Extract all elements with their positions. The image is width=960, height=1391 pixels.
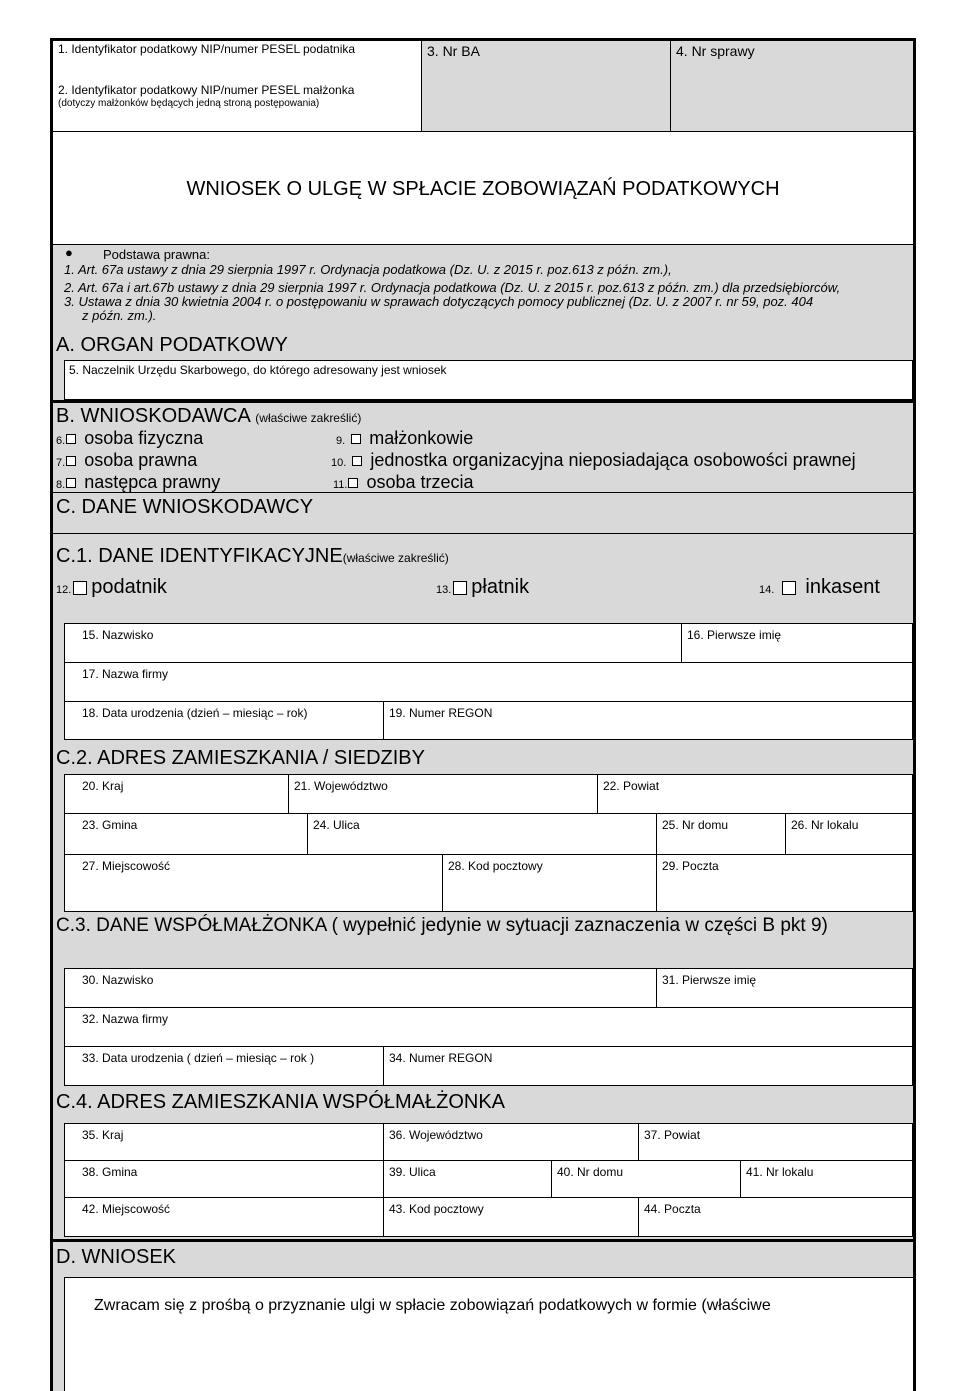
field-35-label: 35. Kraj: [82, 1128, 124, 1142]
option-label: następca prawny: [84, 472, 221, 492]
option-platnik[interactable]: [436, 577, 529, 600]
title-area: [53, 132, 913, 245]
option-podatnik[interactable]: [56, 577, 167, 600]
field-31-label: 31. Pierwsze imię: [662, 973, 757, 987]
checkbox-icon[interactable]: [66, 478, 76, 488]
field-5-label: 5. Naczelnik Urzędu Skarbowego, do którego adresowany jest wniosek: [69, 363, 447, 377]
divider: [53, 1239, 913, 1242]
checkbox-icon[interactable]: [73, 581, 87, 595]
checkbox-icon[interactable]: [348, 478, 358, 488]
field-21-wojewodztwo[interactable]: [288, 774, 598, 814]
option-label: osoba trzecia: [366, 472, 474, 492]
field-27-miejscowosc[interactable]: [64, 854, 443, 912]
section-b-title: [56, 405, 361, 429]
field-42-miejscowosc[interactable]: [64, 1197, 384, 1237]
field-38-gmina[interactable]: [64, 1160, 384, 1198]
field-25-label: 25. Nr domu: [662, 818, 729, 832]
section-d-title: D. WNIOSEK: [56, 1246, 177, 1268]
field-30-nazwisko[interactable]: [64, 968, 657, 1008]
section-c1-title: [56, 545, 449, 569]
field-40-label: 40. Nr domu: [557, 1165, 624, 1179]
field-15-label: 15. Nazwisko: [82, 628, 154, 642]
field-41-nr-lokalu[interactable]: [740, 1160, 913, 1198]
field-26-label: 26. Nr lokalu: [791, 818, 859, 832]
option-num: 11.: [333, 479, 348, 491]
field-34-label: 34. Numer REGON: [389, 1051, 493, 1065]
field-2-label: 2. Identyfikator podatkowy NIP/numer PESEL małżonka: [58, 83, 355, 97]
field-28-label: 28. Kod pocztowy: [448, 859, 543, 873]
checkbox-icon[interactable]: [352, 456, 362, 466]
option-num: 9.: [336, 435, 346, 447]
field-29-label: 29. Poczta: [662, 859, 719, 873]
section-c2-title: C.2. ADRES ZAMIESZKANIA / SIEDZIBY: [56, 747, 425, 769]
checkbox-icon[interactable]: [66, 434, 76, 444]
field-42-label: 42. Miejscowość: [82, 1202, 171, 1216]
section-a-title: A. ORGAN PODATKOWY: [56, 334, 288, 356]
field-19-regon[interactable]: [383, 701, 913, 740]
divider: [53, 533, 913, 534]
field-28-kod-pocztowy[interactable]: [442, 854, 657, 912]
field-4-nr-sprawy[interactable]: [670, 40, 914, 132]
field-26-nr-lokalu[interactable]: [785, 813, 913, 855]
option-label: osoba prawna: [84, 450, 198, 470]
checkbox-icon[interactable]: [782, 581, 796, 595]
field-25-nr-domu[interactable]: [656, 813, 786, 855]
section-b-note: (właściwe zakreślić): [255, 411, 362, 425]
field-30-label: 30. Nazwisko: [82, 973, 154, 987]
field-20-kraj[interactable]: [64, 774, 289, 814]
field-24-ulica[interactable]: [307, 813, 657, 855]
field-29-poczta[interactable]: [656, 854, 913, 912]
option-osoba-fizyczna[interactable]: [56, 428, 203, 451]
section-d-text: Zwracam się z prośbą o przyznanie ulgi w spłacie zobowiązań podatkowych w formie (właściwe: [94, 1297, 771, 1314]
field-41-label: 41. Nr lokalu: [746, 1165, 814, 1179]
field-27-label: 27. Miejscowość: [82, 859, 171, 873]
field-16-pierwsze-imie[interactable]: [681, 623, 913, 663]
field-3-nr-ba[interactable]: [421, 40, 671, 132]
field-33-label: 33. Data urodzenia ( dzień – miesiąc – rok ): [82, 1051, 315, 1065]
field-18-label: 18. Data urodzenia (dzień – miesiąc – rok): [82, 706, 308, 720]
field-22-powiat[interactable]: [597, 774, 913, 814]
page-title: WNIOSEK O ULGĘ W SPŁACIE ZOBOWIĄZAŃ PODATKOWYCH: [186, 178, 780, 200]
field-22-label: 22. Powiat: [603, 779, 660, 793]
legal-line-1: 1. Art. 67a ustawy z dnia 29 sierpnia 1997 r. Ordynacja podatkowa (Dz. U. z 2015 r. poz.613 z późn. zm.),: [64, 262, 672, 277]
legal-line-2: 2. Art. 67a i art.67b ustawy z dnia 29 sierpnia 1997 r. Ordynacja podatkowa (Dz. U. z 2015 r. poz.613 z późn. zm.) dla przedsiębiorców,: [64, 280, 841, 295]
option-label: inkasent: [805, 576, 880, 598]
option-num: 14.: [759, 584, 775, 596]
field-23-gmina[interactable]: [64, 813, 308, 855]
field-43-label: 43. Kod pocztowy: [389, 1202, 484, 1216]
field-36-label: 36. Województwo: [389, 1128, 483, 1142]
field-17-nazwa-firmy[interactable]: [64, 662, 913, 702]
field-17-label: 17. Nazwa firmy: [82, 667, 169, 681]
legal-line-4: z późn. zm.).: [82, 308, 157, 323]
field-3-label: 3. Nr BA: [427, 43, 480, 59]
option-label: płatnik: [471, 576, 530, 598]
field-43-kod-pocztowy[interactable]: [383, 1197, 639, 1237]
field-33-data-urodzenia[interactable]: [64, 1046, 384, 1086]
checkbox-icon[interactable]: [351, 434, 361, 444]
section-c1-title-text: C.1. DANE IDENTYFIKACYJNE: [56, 545, 343, 567]
field-19-label: 19. Numer REGON: [389, 706, 493, 720]
field-37-powiat[interactable]: [638, 1123, 913, 1161]
field-24-label: 24. Ulica: [313, 818, 360, 832]
field-1-nip-pesel[interactable]: [52, 40, 422, 132]
field-31-pierwsze-imie[interactable]: [656, 968, 913, 1008]
option-osoba-prawna[interactable]: [56, 450, 197, 473]
section-b-title-text: B. WNIOSKODAWCA: [56, 405, 250, 427]
field-40-nr-domu[interactable]: [551, 1160, 741, 1198]
field-36-wojewodztwo[interactable]: [383, 1123, 639, 1161]
option-label: podatnik: [91, 576, 167, 598]
field-5-naczelnik[interactable]: [64, 360, 913, 400]
field-32-label: 32. Nazwa firmy: [82, 1012, 169, 1026]
field-44-poczta[interactable]: [638, 1197, 913, 1237]
field-4-label: 4. Nr sprawy: [676, 43, 755, 59]
option-label: osoba fizyczna: [84, 428, 204, 448]
option-num: 7.: [56, 457, 66, 469]
field-18-data-urodzenia[interactable]: [64, 701, 384, 740]
field-2-note: (dotyczy małżonków będących jedną stroną postępowania): [58, 98, 320, 109]
field-34-regon[interactable]: [383, 1046, 913, 1086]
option-num: 6.: [56, 435, 66, 447]
field-23-label: 23. Gmina: [82, 818, 138, 832]
field-35-kraj[interactable]: [64, 1123, 384, 1161]
field-39-label: 39. Ulica: [389, 1165, 436, 1179]
bullet-icon: ●: [65, 245, 73, 260]
legal-line-3: 3. Ustawa z dnia 30 kwietnia 2004 r. o postępowaniu w sprawach dotyczących pomocy publicznej (Dz. U. z 2007 r. nr 59, poz. 404: [64, 294, 814, 309]
legal-heading: Podstawa prawna:: [103, 247, 210, 262]
option-num: 10.: [331, 457, 347, 469]
option-jednostka-organizacyjna[interactable]: [331, 450, 856, 473]
divider: [53, 400, 913, 403]
field-32-nazwa-firmy[interactable]: [64, 1007, 913, 1047]
option-num: 12.: [56, 584, 72, 596]
field-39-ulica[interactable]: [383, 1160, 552, 1198]
option-inkasent[interactable]: [759, 577, 880, 600]
option-malzonkowie[interactable]: [336, 428, 473, 451]
checkbox-icon[interactable]: [453, 581, 467, 595]
section-c1-note: (właściwe zakreślić): [342, 551, 449, 565]
option-num: 8.: [56, 479, 66, 491]
section-c4-title: C.4. ADRES ZAMIESZKANIA WSPÓŁMAŁŻONKA: [56, 1091, 505, 1113]
field-38-label: 38. Gmina: [82, 1165, 138, 1179]
field-21-label: 21. Województwo: [294, 779, 388, 793]
option-num: 13.: [436, 584, 452, 596]
field-44-label: 44. Poczta: [644, 1202, 701, 1216]
checkbox-icon[interactable]: [66, 456, 76, 466]
section-d-body: [64, 1277, 913, 1391]
option-label: jednostka organizacyjna nieposiadająca osobowości prawnej: [370, 450, 856, 470]
field-20-label: 20. Kraj: [82, 779, 124, 793]
field-15-nazwisko[interactable]: [64, 623, 682, 663]
field-16-label: 16. Pierwsze imię: [687, 628, 782, 642]
divider: [53, 492, 913, 493]
field-37-label: 37. Powiat: [644, 1128, 701, 1142]
section-c-title: C. DANE WNIOSKODAWCY: [56, 496, 314, 518]
option-label: małżonkowie: [369, 428, 474, 448]
section-c3-title: C.3. DANE WSPÓŁMAŁŻONKA ( wypełnić jedynie w sytuacji zaznaczenia w części B pkt 9): [56, 915, 828, 936]
field-1-label: 1. Identyfikator podatkowy NIP/numer PESEL podatnika: [58, 42, 356, 56]
